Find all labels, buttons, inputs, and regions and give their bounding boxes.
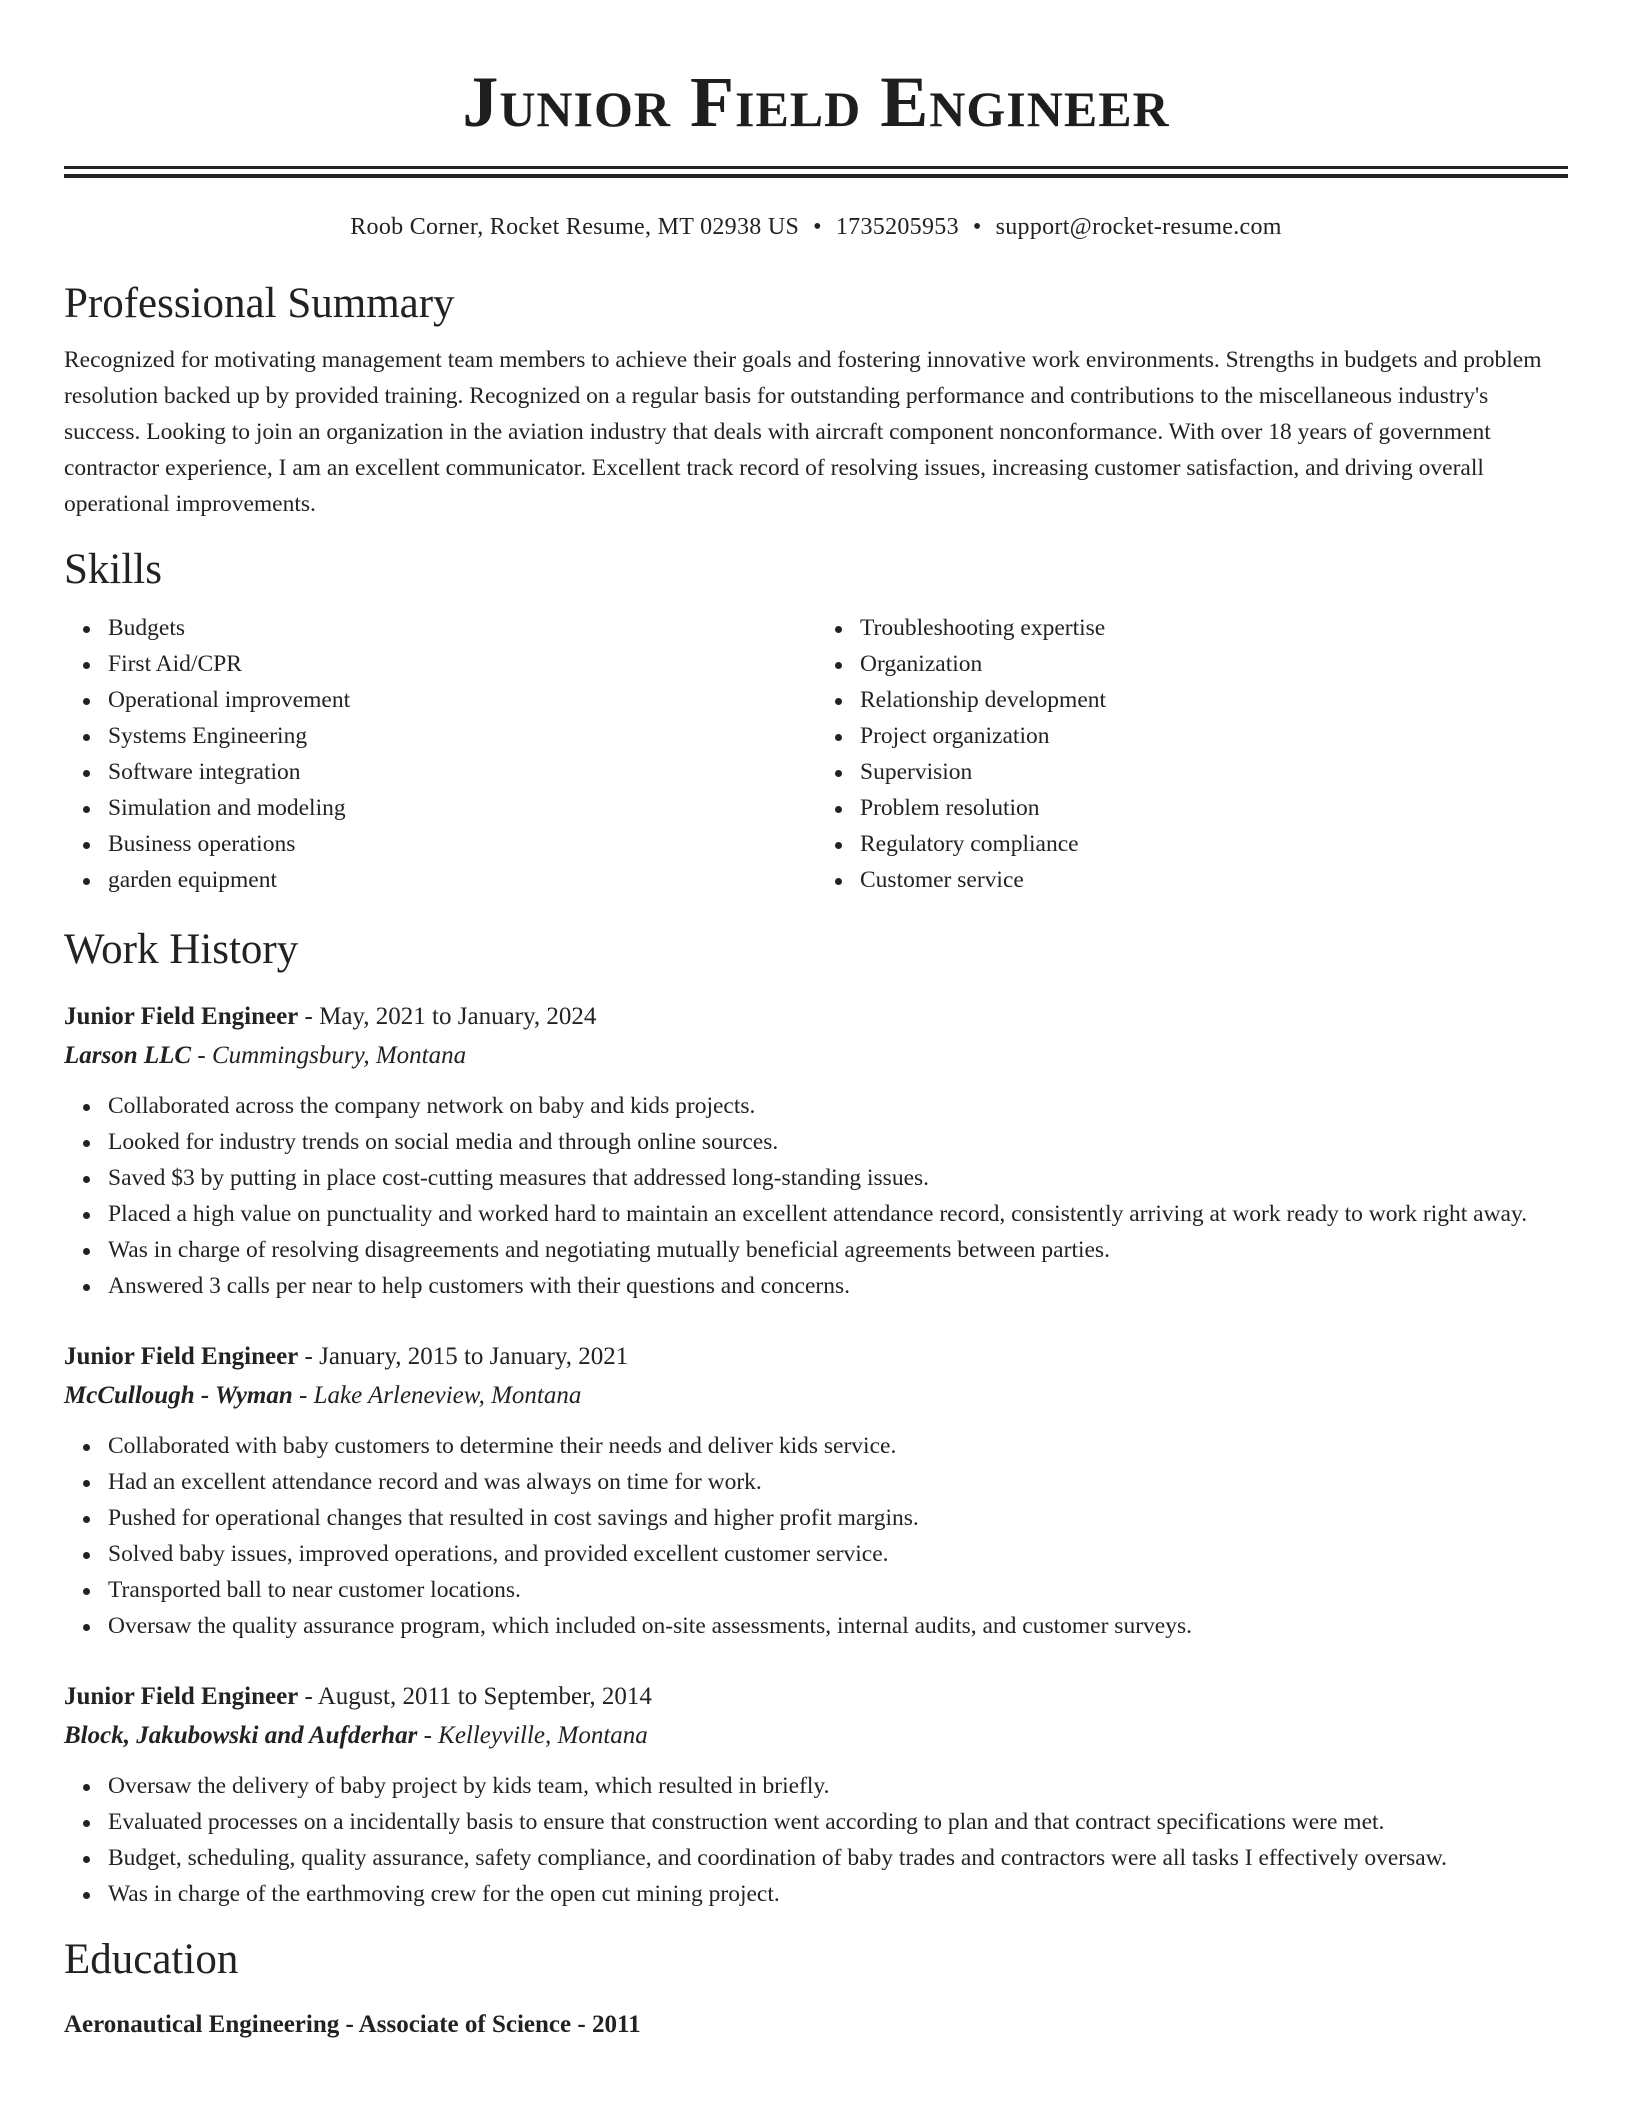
contact-address: Roob Corner, Rocket Resume, MT 02938 US [350,214,800,240]
skill-item: Troubleshooting expertise [860,610,1568,646]
skill-item: First Aid/CPR [108,646,816,682]
duties-list [64,1428,1568,1644]
job-title: Junior Field Engineer [64,1683,299,1710]
skill-item: Supervision [860,754,1568,790]
company-line [64,1036,1568,1076]
summary-text: Recognized for motivating management team members to achieve their goals and fostering innovative work environments. Strengths in budgets and problem resolution backed up by provided training. Recognized on a regular basis for outstanding performance and contributions to the miscellaneous industry's success. Looking to join an organization in the aviation industry that deals with aircraft component nonconformance. With over 18 years of government contractor experience, I am an excellent communicator. Excellent track record of resolving issues, increasing customer satisfaction, and driving overall operational improvements. [64,347,1542,517]
duty-item: Answered 3 calls per near to help customers with their questions and concerns. [108,1268,1568,1304]
work-history-heading: Work History [64,926,299,973]
duty-item: Pushed for operational changes that resulted in cost savings and higher profit margins. [108,1500,1568,1536]
company-name: Block, Jakubowski and Aufderhar [64,1722,418,1749]
skill-item: garden equipment [108,862,816,898]
header-divider [64,166,1568,178]
job-title: Junior Field Engineer [64,1343,299,1370]
skill-item: Project organization [860,718,1568,754]
duty-item: Solved baby issues, improved operations, and provided excellent customer service. [108,1536,1568,1572]
dash: - [298,1343,320,1370]
duty-item: Collaborated with baby customers to determine their needs and deliver kids service. [108,1428,1568,1464]
skill-item: Business operations [108,826,816,862]
job-entry [64,1678,1568,1912]
job-entry [64,1338,1568,1644]
company-line [64,1716,1568,1756]
contact-email[interactable]: support@rocket-resume.com [995,214,1282,240]
dash: - [292,1382,314,1409]
education-entry [64,2006,1568,2044]
resume-page [64,0,1568,2044]
dash: - [298,1003,320,1030]
job-title-line [64,998,1568,1036]
skill-item: Operational improvement [108,682,816,718]
skill-item: Systems Engineering [108,718,816,754]
skill-item: Simulation and modeling [108,790,816,826]
duty-item: Evaluated processes on a incidentally basis to ensure that construction went according to plan and that contract specifications were met. [108,1804,1568,1840]
dash: - [417,1722,439,1749]
skills-column-left [64,610,816,898]
skill-item: Budgets [108,610,816,646]
contact-separator: • [972,214,982,240]
summary-heading: Professional Summary [64,280,455,327]
skill-item: Software integration [108,754,816,790]
skills-heading: Skills [64,546,162,593]
duty-item: Oversaw the quality assurance program, which included on-site assessments, internal audits, and customer surveys. [108,1608,1568,1644]
skill-item: Customer service [860,862,1568,898]
duty-item: Was in charge of the earthmoving crew for the open cut mining project. [108,1876,1568,1912]
contact-phone[interactable]: 1735205953 [835,214,959,240]
job-location: Kelleyville, Montana [438,1722,648,1749]
skill-item: Relationship development [860,682,1568,718]
education-detail: Aeronautical Engineering - Associate of Science - 2011 [64,2011,641,2038]
resume-title: Junior Field Engineer [462,62,1170,142]
dash: - [191,1042,212,1069]
company-name: McCullough - Wyman [64,1382,293,1409]
duty-item: Looked for industry trends on social media and through online sources. [108,1124,1568,1160]
contact-separator: • [813,214,822,240]
education-heading: Education [64,1936,239,1983]
skills-list [64,610,1568,898]
job-dates: May, 2021 to January, 2024 [319,1003,597,1030]
duty-item: Was in charge of resolving disagreements and negotiating mutually beneficial agreements between parties. [108,1232,1568,1268]
duty-item: Collaborated across the company network on baby and kids projects. [108,1088,1568,1124]
job-dates: August, 2011 to September, 2014 [317,1683,652,1710]
duties-list [64,1088,1568,1304]
duty-item: Saved $3 by putting in place cost-cutting measures that addressed long-standing issues. [108,1160,1568,1196]
job-entry [64,998,1568,1304]
duty-item: Oversaw the delivery of baby project by kids team, which resulted in briefly. [108,1768,1568,1804]
job-location: Cummingsbury, Montana [211,1042,467,1069]
job-title: Junior Field Engineer [64,1003,299,1030]
job-dates: January, 2015 to January, 2021 [319,1343,629,1370]
company-line [64,1376,1568,1416]
duty-item: Placed a high value on punctuality and worked hard to maintain an excellent attendance record, consistently arriving at work ready to work right away. [108,1196,1568,1232]
job-title-line [64,1338,1568,1376]
duty-item: Had an excellent attendance record and was always on time for work. [108,1464,1568,1500]
contact-line [64,212,1568,242]
skill-item: Organization [860,646,1568,682]
job-location: Lake Arleneview, Montana [313,1382,582,1409]
skills-column-right [816,610,1568,898]
dash: - [298,1683,318,1710]
duty-item: Transported ball to near customer locations. [108,1572,1568,1608]
job-title-line [64,1678,1568,1716]
duty-item: Budget, scheduling, quality assurance, safety compliance, and coordination of baby trades and contractors were all tasks I effectively oversaw. [108,1840,1568,1876]
skill-item: Regulatory compliance [860,826,1568,862]
company-name: Larson LLC [64,1042,192,1069]
duties-list [64,1768,1568,1912]
skill-item: Problem resolution [860,790,1568,826]
